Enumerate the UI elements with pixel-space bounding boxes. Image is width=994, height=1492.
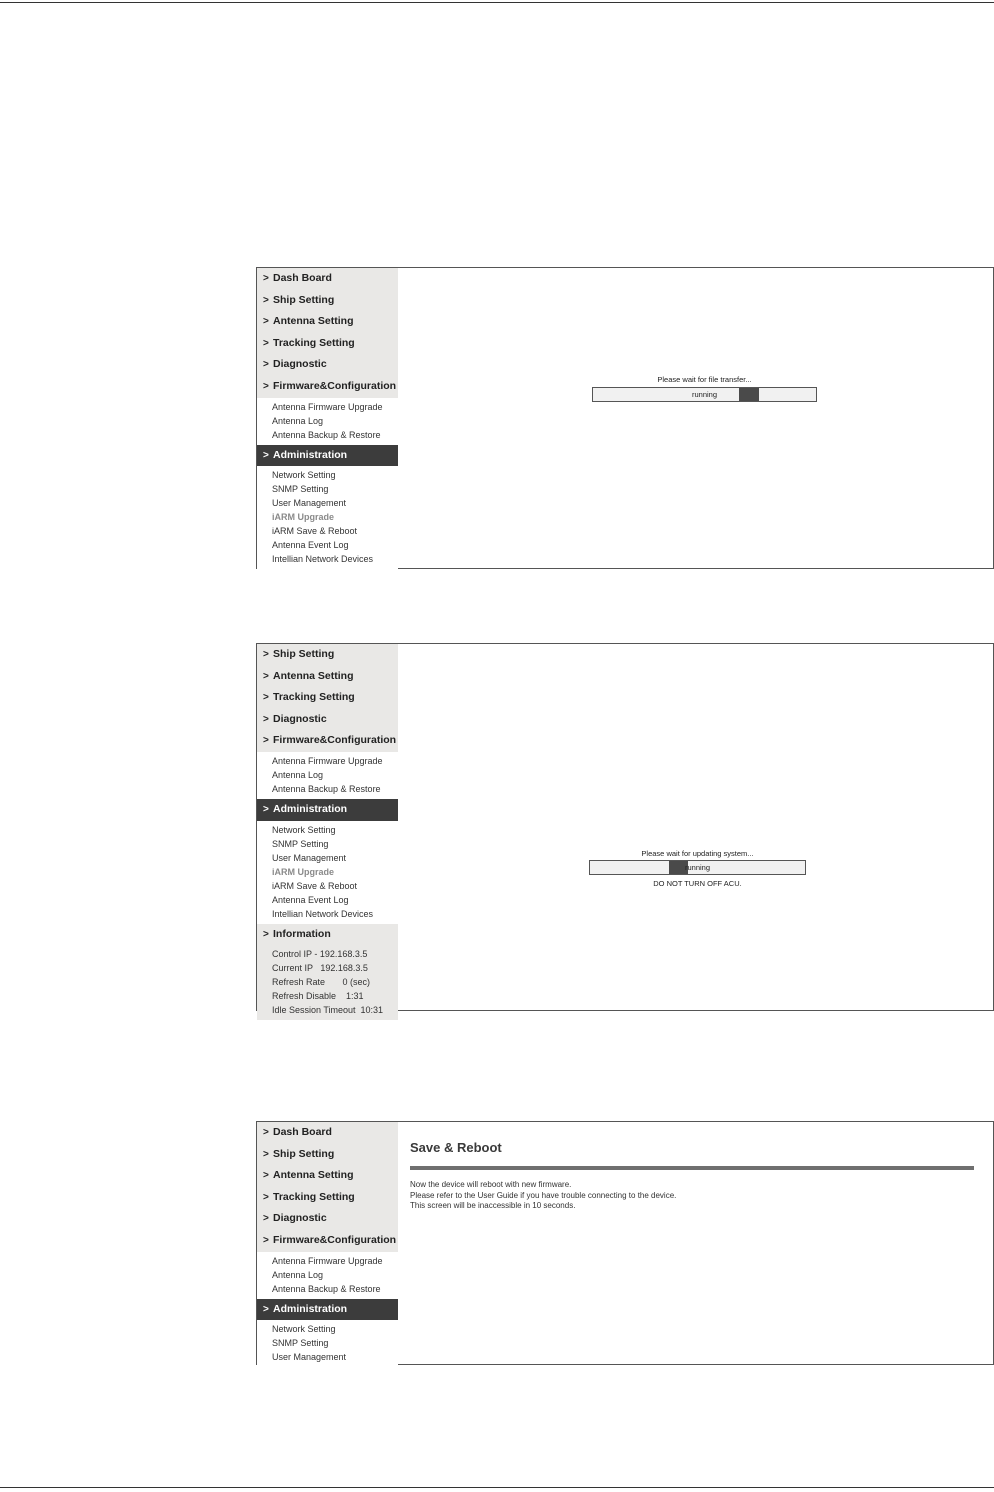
nav-item-iarm-upgrade[interactable]: iARM Upgrade: [272, 866, 335, 877]
nav-item-user-management[interactable]: User Management: [272, 852, 347, 863]
firmware-submenu: [257, 1252, 398, 1299]
nav-ship-setting[interactable]: [257, 290, 398, 312]
content-panel: [398, 1122, 993, 1364]
nav-administration[interactable]: [257, 445, 398, 467]
nav-label: Administration: [273, 802, 348, 815]
update-progress-bar: [589, 860, 806, 875]
firmware-submenu: [257, 752, 398, 799]
chevron-right-icon: >: [263, 359, 269, 371]
nav-item-antenna-log[interactable]: Antenna Log: [272, 415, 324, 426]
nav-label: Ship Setting: [273, 1147, 335, 1160]
nav-label: Dash Board: [273, 1126, 332, 1138]
chevron-right-icon: >: [263, 1170, 269, 1182]
nav-item-snmp-setting[interactable]: SNMP Setting: [272, 484, 329, 495]
reboot-notice: [410, 1180, 676, 1212]
chevron-right-icon: >: [263, 670, 269, 682]
top-rule: [0, 2, 994, 3]
nav-firmware-configuration[interactable]: [257, 376, 398, 398]
nav-diagnostic[interactable]: [257, 354, 398, 376]
chevron-right-icon: >: [263, 449, 269, 461]
chevron-right-icon: >: [263, 294, 269, 306]
nav-antenna-setting[interactable]: [257, 1165, 398, 1187]
notice-line: Now the device will reboot with new firmware.: [410, 1180, 572, 1189]
nav-label: Administration: [273, 448, 348, 461]
nav-firmware-configuration[interactable]: [257, 730, 398, 752]
nav-tracking-setting[interactable]: [257, 1187, 398, 1209]
nav-item-antenna-event-log[interactable]: Antenna Event Log: [272, 540, 349, 551]
nav-item-intellian-network-devices[interactable]: Intellian Network Devices: [272, 554, 374, 565]
nav-dash-board[interactable]: [257, 1122, 398, 1144]
update-message: Please wait for updating system...: [641, 849, 754, 858]
content-panel: [398, 268, 993, 568]
chevron-right-icon: >: [263, 1213, 269, 1225]
progress-status-text: running: [684, 863, 711, 872]
nav-item-user-management[interactable]: User Management: [272, 498, 347, 509]
page-title: Save & Reboot: [410, 1140, 502, 1155]
administration-submenu: [257, 821, 398, 924]
info-control-ip: Control IP - 192.168.3.5: [272, 949, 368, 960]
nav-diagnostic[interactable]: [257, 1208, 398, 1230]
system-update-screenshot: [256, 643, 994, 1016]
nav-information[interactable]: [257, 924, 398, 946]
chevron-right-icon: >: [263, 337, 269, 349]
nav-label: Firmware&Configuration: [273, 379, 397, 392]
administration-submenu: [257, 1320, 398, 1367]
notice-line: This screen will be inaccessible in 10 seconds.: [410, 1201, 576, 1210]
nav-item-antenna-firmware-upgrade[interactable]: Antenna Firmware Upgrade: [272, 1255, 383, 1266]
nav-item-antenna-firmware-upgrade[interactable]: Antenna Firmware Upgrade: [272, 755, 383, 766]
nav-diagnostic[interactable]: [257, 709, 398, 731]
info-idle-session-timeout: Idle Session Timeout 10:31: [272, 1005, 384, 1016]
nav-ship-setting[interactable]: [257, 644, 398, 666]
nav-item-antenna-backup-restore[interactable]: Antenna Backup & Restore: [272, 783, 381, 794]
nav-antenna-setting[interactable]: [257, 666, 398, 688]
save-reboot-screenshot: [256, 1121, 994, 1365]
nav-item-antenna-firmware-upgrade[interactable]: Antenna Firmware Upgrade: [272, 401, 383, 412]
progress-status-text: running: [691, 390, 718, 399]
nav-item-antenna-backup-restore[interactable]: Antenna Backup & Restore: [272, 429, 381, 440]
chevron-right-icon: >: [263, 803, 269, 815]
nav-item-antenna-event-log[interactable]: Antenna Event Log: [272, 894, 349, 905]
nav-item-network-setting[interactable]: Network Setting: [272, 824, 336, 835]
power-warning: DO NOT TURN OFF ACU.: [653, 879, 742, 888]
transfer-progress-bar: [592, 387, 817, 402]
nav-item-antenna-backup-restore[interactable]: Antenna Backup & Restore: [272, 1283, 381, 1294]
nav-item-network-setting[interactable]: Network Setting: [272, 470, 336, 481]
information-panel: [257, 945, 398, 1020]
nav-label: Ship Setting: [273, 648, 335, 660]
nav-item-iarm-save-reboot[interactable]: iARM Save & Reboot: [272, 880, 358, 891]
nav-label: Diagnostic: [273, 712, 327, 725]
nav-label: Dash Board: [273, 272, 332, 284]
firmware-submenu: [257, 398, 398, 445]
nav-item-antenna-log[interactable]: Antenna Log: [272, 1269, 324, 1280]
sidebar-nav: [257, 268, 398, 568]
nav-tracking-setting[interactable]: [257, 687, 398, 709]
nav-label: Administration: [273, 1302, 348, 1315]
chevron-right-icon: >: [263, 1234, 269, 1246]
chevron-right-icon: >: [263, 1148, 269, 1160]
content-panel: [398, 644, 993, 1010]
info-current-ip: Current IP 192.168.3.5: [272, 963, 368, 974]
chevron-right-icon: >: [263, 735, 269, 747]
nav-label: Firmware&Configuration: [273, 734, 397, 747]
nav-administration[interactable]: [257, 1299, 398, 1321]
nav-label: Antenna Setting: [273, 669, 354, 682]
chevron-right-icon: >: [263, 692, 269, 704]
chevron-right-icon: >: [263, 273, 269, 284]
nav-administration[interactable]: [257, 799, 398, 821]
nav-item-intellian-network-devices[interactable]: Intellian Network Devices: [272, 908, 374, 919]
nav-item-iarm-save-reboot[interactable]: iARM Save & Reboot: [272, 526, 358, 537]
chevron-right-icon: >: [263, 928, 269, 940]
chevron-right-icon: >: [263, 316, 269, 328]
sidebar-nav: [257, 1122, 398, 1364]
title-divider: [410, 1166, 974, 1170]
transfer-message: Please wait for file transfer...: [657, 375, 752, 384]
sidebar-nav: [257, 644, 398, 1016]
info-refresh-disable: Refresh Disable 1:31: [272, 991, 364, 1002]
nav-firmware-configuration[interactable]: [257, 1230, 398, 1252]
nav-label: Tracking Setting: [273, 336, 355, 349]
nav-label: Tracking Setting: [273, 691, 355, 704]
nav-label: Firmware&Configuration: [273, 1233, 397, 1246]
nav-item-antenna-log[interactable]: Antenna Log: [272, 769, 324, 780]
chevron-right-icon: >: [263, 713, 269, 725]
nav-label: Ship Setting: [273, 293, 335, 306]
administration-submenu: [257, 466, 398, 569]
nav-label: Diagnostic: [273, 1212, 327, 1225]
nav-label: Information: [273, 927, 331, 940]
nav-label: Antenna Setting: [273, 1169, 354, 1182]
nav-item-network-setting[interactable]: Network Setting: [272, 1324, 336, 1335]
chevron-right-icon: >: [263, 1127, 269, 1138]
nav-antenna-setting[interactable]: [257, 311, 398, 333]
nav-label: Tracking Setting: [273, 1190, 355, 1203]
nav-ship-setting[interactable]: [257, 1144, 398, 1166]
nav-item-iarm-upgrade[interactable]: iARM Upgrade: [272, 512, 335, 523]
nav-item-snmp-setting[interactable]: SNMP Setting: [272, 1338, 329, 1349]
chevron-right-icon: >: [263, 1191, 269, 1203]
nav-item-user-management[interactable]: User Management: [272, 1352, 347, 1363]
info-refresh-rate: Refresh Rate 0 (sec): [272, 977, 371, 988]
chevron-right-icon: >: [263, 380, 269, 392]
nav-tracking-setting[interactable]: [257, 333, 398, 355]
chevron-right-icon: >: [263, 649, 269, 660]
notice-line: Please refer to the User Guide if you have trouble connecting to the device.: [410, 1190, 677, 1200]
bottom-rule: [0, 1487, 994, 1488]
nav-label: Diagnostic: [273, 358, 327, 371]
nav-dash-board[interactable]: [257, 268, 398, 290]
file-transfer-screenshot: [256, 267, 994, 569]
chevron-right-icon: >: [263, 1303, 269, 1315]
nav-label: Antenna Setting: [273, 315, 354, 328]
nav-item-snmp-setting[interactable]: SNMP Setting: [272, 838, 329, 849]
